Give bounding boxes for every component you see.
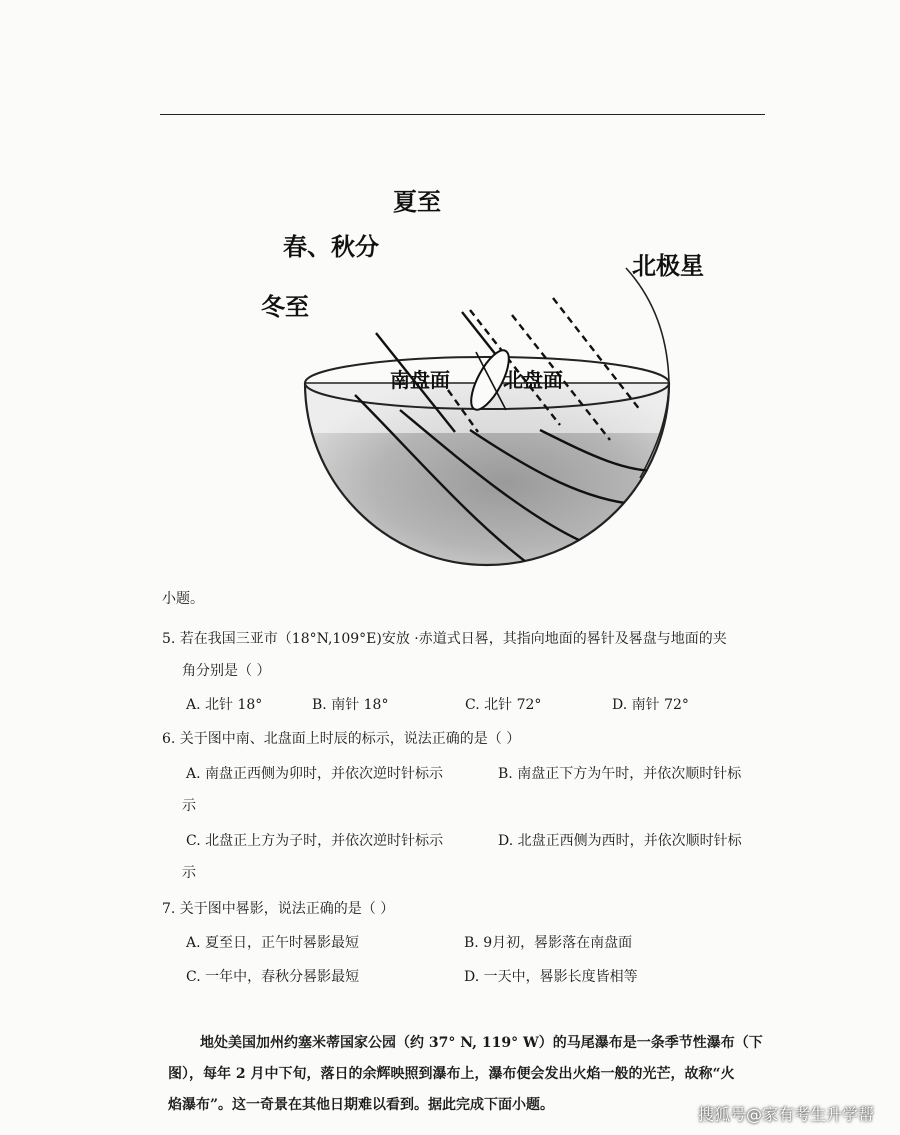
label-polaris: 北极星 [632,252,704,280]
q6-option-b-cont: 示 [182,798,196,814]
passage-line1: 地处美国加州约塞米蒂国家公园（约 37° N, 119° W）的马尾瀑布是一条季节性瀑布（下 [200,1035,763,1051]
q6-option-d: D. 北盘正西侧为西时，并依次顺时针标 [498,833,742,849]
intro-tail: 小题。 [162,591,204,607]
watermark: 搜狐号@家有考生升学帮 [697,1105,874,1124]
q7-stem: 7. 关于图中晷影，说法正确的是（ ） [162,901,395,917]
label-summer-solstice: 夏至 [393,188,441,216]
q6-option-a: A. 南盘正西侧为卯时，并依次逆时针标示 [186,766,444,782]
passage-line2: 图），每年 2 月中下旬，落日的余辉映照到瀑布上，瀑布便会发出火焰一般的光芒，故称“火 [168,1066,735,1082]
q6-stem: 6. 关于图中南、北盘面上时辰的标示，说法正确的是（ ） [162,731,521,747]
q5-option-b: B. 南针 18° [312,697,389,713]
label-south-face: 南盘面 [390,368,450,392]
q7-option-d: D. 一天中，晷影长度皆相等 [464,969,638,985]
q5-option-d: D. 南针 72° [612,697,689,713]
label-north-face: 北盘面 [503,368,563,392]
q6-option-c: C. 北盘正上方为子时，并依次逆时针标示 [186,833,444,849]
passage [168,1028,788,1121]
q7-option-b: B. 9月初，晷影落在南盘面 [464,935,633,951]
q5-option-a: A. 北针 18° [186,697,263,713]
q7-option-a: A. 夏至日，正午时晷影最短 [186,935,360,951]
passage-line3: 焰瀑布”。这一奇景在其他日期难以看到。据此完成下面小题。 [168,1097,555,1113]
label-equinox: 春、秋分 [283,233,379,261]
q6-option-b: B. 南盘正下方为午时，并依次顺时针标 [498,766,742,782]
q6-option-d-cont: 示 [182,865,196,881]
q5-stem-line1: 5. 若在我国三亚市（18°N,109°E)安放 ·赤道式日晷，其指向地面的晷针及晷盘与地面的夹 [162,631,727,647]
q5-option-c: C. 北针 72° [465,697,542,713]
polaris-arc [626,268,669,383]
q5-stem-line2: 角分别是（ ） [182,663,271,679]
label-winter-solstice: 冬至 [261,293,309,321]
q7-option-c: C. 一年中，春秋分晷影最短 [186,969,360,985]
